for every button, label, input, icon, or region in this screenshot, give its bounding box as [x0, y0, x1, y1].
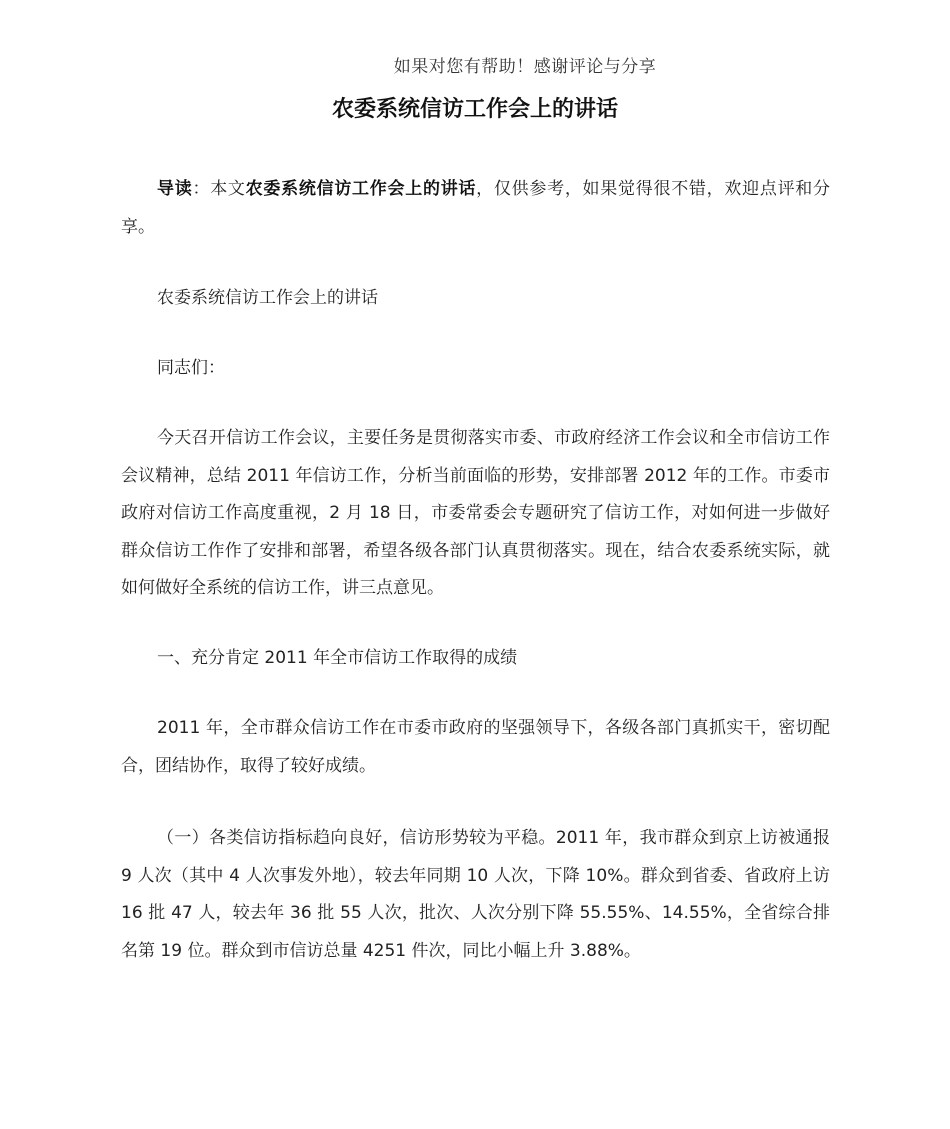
lead-paragraph [121, 171, 830, 246]
lead-rest: ，仅供参考，如果觉得很不错，欢迎点评和分享。 [121, 179, 831, 237]
section-heading-1: 一、充分肯定 2011 年全市信访工作取得的成绩 [157, 648, 518, 668]
salutation: 同志们： [157, 358, 225, 378]
header-note: 如果对您有帮助！感谢评论与分享 [393, 57, 657, 77]
speech-subtitle: 农委系统信访工作会上的讲话 [157, 288, 378, 308]
lead-label: 导读 [157, 179, 193, 199]
lead-separator: ：本文 [192, 179, 246, 199]
item-1-paragraph: （一）各类信访指标趋向良好，信访形势较为平稳。2011 年，我市群众到京上访被通报 9 人次（其中 4 人次事发外地），较去年同期 10 人次，下降 10%。群众到省委、省政府上访 16 批 47 人，较去年 36 批 55 人次，批次、人次分别下降 55.55%、14.55%，全省综合排名第 19 位。群众到市信访总量 4251 件次，同比小幅上升 3.88%。 [121, 828, 830, 961]
document-title: 农委系统信访工作会上的讲话 [331, 97, 618, 122]
achievement-paragraph: 2011 年，全市群众信访工作在市委市政府的坚强领导下，各级各部门真抓实干，密切配合，团结协作，取得了较好成绩。 [121, 718, 830, 776]
lead-bold-title: 农委系统信访工作会上的讲话 [245, 179, 477, 199]
intro-paragraph: 今天召开信访工作会议，主要任务是贯彻落实市委、市政府经济工作会议和全市信访工作会议精神，总结 2011 年信访工作，分析当前面临的形势，安排部署 2012 年的工作。市委市政府对信访工作高度重视，2 月 18 日，市委常委会专题研究了信访工作，对如何进一步做好群众信访工作作了安排和部署，希望各级各部门认真贯彻落实。现在，结合农委系统实际，就如何做好全系统的信访工作，讲三点意见。 [121, 428, 830, 598]
